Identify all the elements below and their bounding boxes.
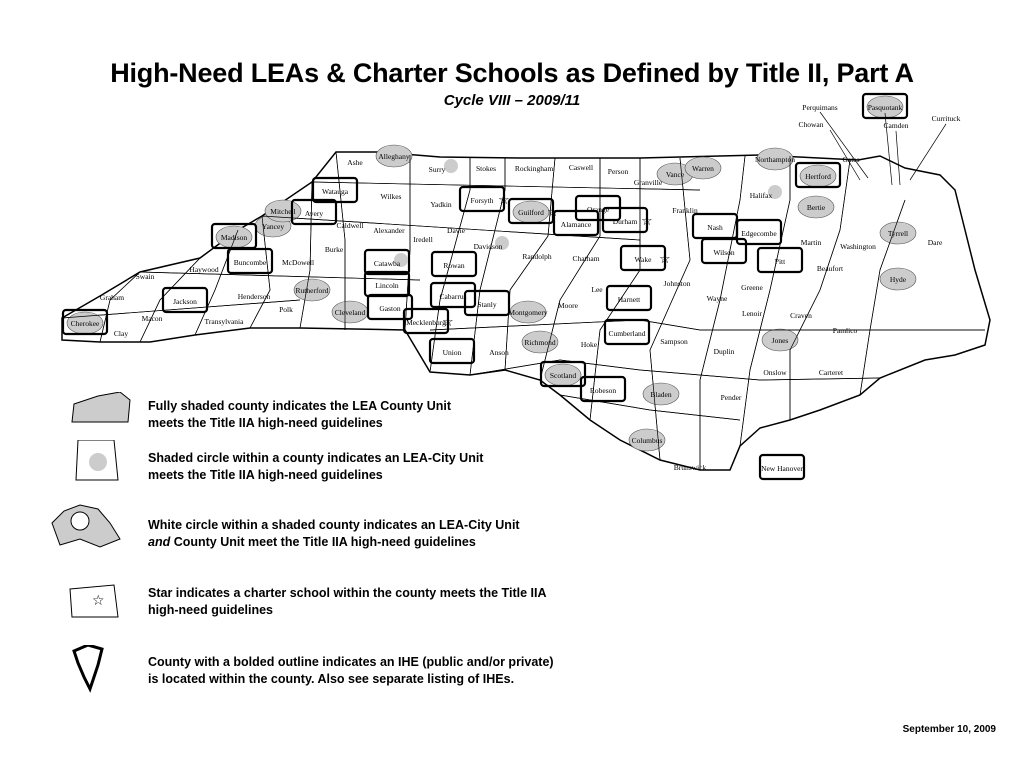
- county-label-graham: Graham: [99, 293, 125, 302]
- lea-city-circle-surry: [444, 159, 458, 173]
- charter-star-icon: ☆: [659, 252, 671, 267]
- county-label-hyde: Hyde: [889, 275, 907, 284]
- county-label-pitt: Pitt: [774, 257, 786, 266]
- date-label: September 10, 2009: [902, 724, 996, 735]
- county-label-macon: Macon: [141, 314, 163, 323]
- county-label-hoke: Hoke: [580, 340, 598, 349]
- county-label-clay: Clay: [113, 329, 129, 338]
- county-label-chowan: Chowan: [798, 120, 824, 129]
- svg-text:☆: ☆: [92, 593, 105, 609]
- shaded-circle-county-icon: [68, 440, 134, 493]
- county-label-bladen: Bladen: [650, 390, 672, 399]
- county-label-stokes: Stokes: [475, 164, 497, 173]
- county-label-alamance: Alamance: [560, 220, 592, 229]
- county-label-buncombe: Buncombe: [233, 258, 267, 267]
- legend-line: Star indicates a charter school within the county meets the Title IIA: [148, 586, 547, 600]
- county-label-jones: Jones: [771, 336, 789, 345]
- county-label-robeson: Robeson: [589, 386, 617, 395]
- page-subtitle: Cycle VIII – 2009/11: [443, 92, 581, 109]
- county-label-yadkin: Yadkin: [430, 200, 452, 209]
- county-label-brunswick: Brunswick: [673, 463, 707, 472]
- county-label-nash: Nash: [707, 223, 723, 232]
- charter-star-icon: ☆: [641, 214, 653, 229]
- county-label-lee: Lee: [591, 285, 603, 294]
- charter-star-icon: ☆: [498, 193, 510, 208]
- legend-line: Shaded circle within a county indicates an LEA-City Unit: [148, 451, 484, 465]
- county-label-lenoir: Lenoir: [742, 309, 762, 318]
- county-label-gaston: Gaston: [379, 304, 401, 313]
- county-label-caswell: Caswell: [568, 163, 594, 172]
- county-label-cabarrus: Cabarrus: [439, 292, 467, 301]
- county-label-bertie: Bertie: [806, 203, 826, 212]
- legend-line: meets the Title IIA high-need guidelines: [148, 468, 383, 482]
- county-label-rutherford: Rutherford: [295, 286, 329, 295]
- county-label-swain: Swain: [135, 272, 155, 281]
- county-label-pender: Pender: [720, 393, 742, 402]
- label-leader-line: [910, 124, 946, 180]
- county-label-transylvania: Transylvania: [204, 317, 244, 326]
- county-label-alleghany: Alleghany: [378, 152, 410, 161]
- legend-line: meets the Title IIA high-need guidelines: [148, 416, 383, 430]
- county-label-stanly: Stanly: [477, 300, 497, 309]
- county-label-martin: Martin: [800, 238, 822, 247]
- legend-line: and County Unit meet the Title IIA high-need guidelines: [148, 535, 476, 549]
- county-label-cumberland: Cumberland: [608, 329, 646, 338]
- county-label-davie: Davie: [447, 226, 465, 235]
- county-label-pasquotank: Pasquotank: [867, 103, 903, 112]
- county-label-franklin: Franklin: [672, 206, 698, 215]
- county-label-hertford: Hertford: [805, 172, 831, 181]
- county-label-duplin: Duplin: [713, 347, 735, 356]
- legend-item-text: [148, 585, 546, 619]
- county-label-wilson: Wilson: [713, 248, 735, 257]
- county-label-caldwell: Caldwell: [336, 221, 364, 230]
- county-label-avery: Avery: [304, 209, 324, 218]
- county-label-polk: Polk: [279, 305, 293, 314]
- county-label-warren: Warren: [692, 164, 714, 173]
- legend-item-text: [148, 398, 451, 432]
- county-label-yancey: Yancey: [261, 222, 285, 231]
- county-label-union: Union: [442, 348, 462, 357]
- county-label-anson: Anson: [489, 348, 509, 357]
- county-label-haywood: Haywood: [189, 265, 219, 274]
- county-label-columbus: Columbus: [631, 436, 663, 445]
- bold-outline-county-icon: [72, 645, 138, 706]
- county-label-moore: Moore: [558, 301, 578, 310]
- county-label-randolph: Randolph: [522, 252, 552, 261]
- legend-line: is located within the county. Also see separate listing of IHEs.: [148, 672, 515, 686]
- county-label-northampton: Northampton: [755, 155, 795, 164]
- county-label-richmond: Richmond: [524, 338, 556, 347]
- county-label-scotland: Scotland: [549, 371, 577, 380]
- county-label-sampson: Sampson: [660, 337, 688, 346]
- county-label-madison: Madison: [220, 233, 248, 242]
- county-label-greene: Greene: [741, 283, 763, 292]
- county-label-pamlico: Pamlico: [832, 326, 858, 335]
- county-label-edgecombe: Edgecombe: [741, 229, 777, 238]
- county-label-granville: Granville: [633, 178, 663, 187]
- county-label-surry: Surry: [428, 165, 446, 174]
- county-label-vance: Vance: [665, 170, 685, 179]
- county-label-cleveland: Cleveland: [334, 308, 366, 317]
- county-label-guilford: Guilford: [518, 208, 544, 217]
- county-label-mitchell: Mitchell: [270, 207, 296, 216]
- legend-item-text: [148, 654, 554, 688]
- county-label-perquimans: Perquimans: [802, 103, 838, 112]
- county-label-harnett: Harnett: [617, 295, 641, 304]
- legend-item-text: [148, 450, 483, 484]
- county-label-johnston: Johnston: [663, 279, 691, 288]
- county-label-lincoln: Lincoln: [375, 281, 399, 290]
- county-label-cherokee: Cherokee: [70, 319, 100, 328]
- legend-item-text: [148, 517, 520, 551]
- county-label-dare: Dare: [927, 238, 943, 247]
- county-label-new-hanover: New Hanover: [761, 464, 803, 473]
- county-label-mecklenburg: Mecklenburg: [406, 318, 446, 327]
- county-label-gates: Gates: [842, 155, 860, 164]
- county-label-beaufort: Beaufort: [816, 264, 844, 273]
- legend-line: Fully shaded county indicates the LEA County Unit: [148, 399, 452, 413]
- county-label-alexander: Alexander: [373, 226, 405, 235]
- county-label-chatham: Chatham: [572, 254, 600, 263]
- legend-line: high-need guidelines: [148, 603, 274, 617]
- county-label-wilkes: Wilkes: [380, 192, 402, 201]
- charter-star-icon: ☆: [442, 315, 454, 330]
- county-label-camden: Camden: [883, 121, 909, 130]
- county-label-washington: Washington: [840, 242, 876, 251]
- county-label-davidson: Davidson: [473, 242, 503, 251]
- county-label-montgomery: Montgomery: [508, 308, 548, 317]
- county-label-wayne: Wayne: [706, 294, 728, 303]
- county-label-onslow: Onslow: [763, 368, 787, 377]
- county-label-rowan: Rowan: [443, 261, 465, 270]
- county-label-durham: Durham: [612, 217, 638, 226]
- county-label-catawba: Catawba: [373, 259, 401, 268]
- county-label-rockingham: Rockingham: [514, 164, 554, 173]
- county-label-jackson: Jackson: [173, 297, 197, 306]
- legend-line: County with a bolded outline indicates an IHE (public and/or private): [148, 655, 554, 669]
- white-circle-shaded-county-icon: [50, 503, 126, 556]
- county-label-currituck: Currituck: [931, 114, 961, 123]
- county-label-mcdowell: McDowell: [281, 258, 315, 267]
- county-label-orange: Orange: [586, 205, 610, 214]
- page-title: High-Need LEAs & Charter Schools as Defined by Title II, Part A: [110, 58, 914, 88]
- county-label-tyrrell: Tyrrell: [887, 229, 909, 238]
- county-label-forsyth: Forsyth: [470, 196, 494, 205]
- shaded-county-icon: [68, 392, 134, 445]
- county-label-burke: Burke: [324, 245, 344, 254]
- county-label-carteret: Carteret: [818, 368, 844, 377]
- county-label-halifax: Halifax: [749, 191, 773, 200]
- county-label-craven: Craven: [790, 311, 812, 320]
- county-label-henderson: Henderson: [237, 292, 271, 301]
- county-label-person: Person: [607, 167, 629, 176]
- county-label-watauga: Watauga: [321, 187, 349, 196]
- county-label-ashe: Ashe: [347, 158, 363, 167]
- legend-line: White circle within a shaded county indicates an LEA-City Unit: [148, 518, 520, 532]
- charter-star-icon: ☆: [547, 205, 559, 220]
- star-county-icon: [68, 583, 134, 636]
- county-label-wake: Wake: [634, 255, 652, 264]
- county-label-iredell: Iredell: [413, 235, 433, 244]
